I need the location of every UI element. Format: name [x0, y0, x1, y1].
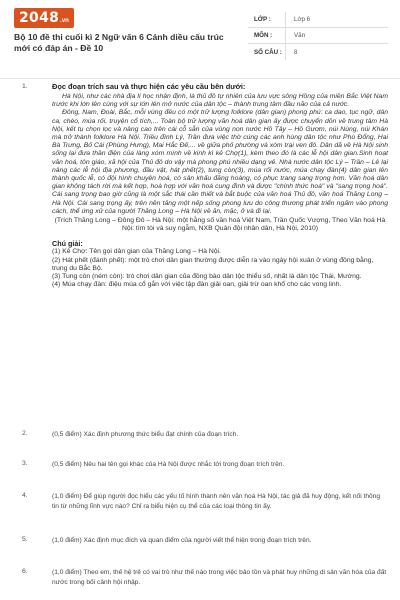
meta-value: Văn: [294, 32, 306, 39]
question-text: [52, 492, 388, 511]
logo-suffix: .vn: [60, 17, 69, 24]
question-number: 2.: [22, 430, 28, 437]
logo-text: 2048: [19, 10, 60, 26]
meta-label: SỐ CÂU :: [248, 44, 286, 60]
meta-row-class: [248, 12, 388, 28]
question-prompt: (1,0 điểm) Theo em, thế hệ trẻ có vai trò như thế nào trong việc bảo tồn và phát huy những di sản văn hóa của đất nước trong bối cảnh hội nhập.: [52, 569, 387, 586]
meta-row-subject: [248, 28, 388, 44]
note-item: (3) Tung còn (ném còn): trò chơi dân gian của đồng bào dân tộc thiểu số, nhất là dân tộc Thái, Mường.: [52, 273, 362, 281]
question-number: 4.: [22, 492, 28, 499]
question-title: Đọc đoạn trích sau và thực hiện các yêu cầu bên dưới:: [52, 82, 246, 91]
question-number: 3.: [22, 460, 28, 467]
passage-paragraph: Đông, Nam, Đoài, Bắc, mỗi vùng đều có một trữ lượng folklore (dân gian) phong phú: ca dao, tục ngữ, dân ca, chèo, múa rối, truyện cổ tích,... Toàn bộ trữ lượng văn hoá dân gian ấy được chuyển dồn về trung tâm Hà Nội, kết tụ chọn lọc và nâng cao trên cái cỗ sẵn của vùng non nước Hồ Tây – Hồ Gươm, núi Nùng, núi Khán mà trở thành folklore Hà Nội. Triều đình Lý, Trần đưa việc thờ cúng các anh hùng dân tộc như Phù Đổng, Hai Bà Trưng, Bố Cái (Phùng Hưng), Mai Hắc Đế,... về giữa phố phường và xóm trại ven đô. Dân dã về Hà Nội sinh sống lại đưa thần điện của làng xóm mình về kinh kì kẻ Chợ(1), kèm theo đó là các lễ hội dân gian.Sinh hoạt văn hoá, tôn giáo, xã hội của Thủ đô do vậy mà phong phú nhiều dạng vẻ. Nhà nước dân tộc Lý – Trần – Lê lại nâng các lễ hội địa phương, đầu vật, hát phết(2), tung còn(3), múa rối nước, múa chạy đàn(4) dân gian lên thành quốc lễ, có đội hình chuyên hoá, có sân khấu đăng hoàng, có phục trang sang trọng hơn. Văn hoá dân gian không tách rời mà kết hợp, hoà hợp với văn hoá cung đình và được "chính thức hoá" và "sang trọng hoá". Cái sang trọng bao giờ cũng là một sắc thái cần thiết và bắt buộc của văn hoá Thủ đô, văn hoá Thăng Long – Hà Nội. Cái sang trọng ấy, trên nền tảng một nếp sống phong lưu do công thương phát triển ngấm vào phong cách, thể ứng xử của người Thăng Long – Hà Nội về ăn, mặc, ở và đi lại.: [52, 109, 388, 215]
question-text: [52, 430, 388, 440]
passage-citation: (Trích Thăng Long – Đông Đô – Hà Nội: một hằng số văn hoá Việt Nam, Trần Quốc Vượng, Theo Văn hoá Hà Nội: tìm tòi và suy ngẫm, NXB Quân đội nhân dân, Hà Nội, 2010): [54, 217, 386, 233]
notes-title: Chú giải:: [52, 239, 83, 249]
question-body: [52, 82, 388, 289]
page-header: [0, 0, 400, 78]
meta-value: Lớp 6: [294, 16, 311, 23]
question-number: 5.: [22, 536, 28, 543]
note-item: (4) Múa chạy đàn: điệu múa cổ gắn với việc lập đàn giải oan, giải trừ oan khổ cho các vong linh.: [52, 281, 342, 289]
meta-row-question-count: [248, 44, 388, 60]
question-text: [52, 536, 388, 546]
question-prompt: (1,0 điểm) Xác định mục đích và quan điểm của người viết thể hiện trong đoạn trích trên.: [52, 537, 312, 544]
meta-value: 8: [294, 48, 298, 56]
note-item: (1) Kẻ Chợ: Tên gọi dân gian của Thăng Long – Hà Nội.: [52, 248, 221, 256]
question-text: [52, 460, 388, 470]
passage-paragraph: Hà Nội, như các nhà địa lí học nhận định, là thủ đô tự nhiên của lưu vực sông Hồng của miền Bắc Việt Nam trước khi lớn lên cùng với sự lớn lên mở nước của dân tộc – thành trung tâm đầu não của cả nước.: [52, 93, 388, 109]
question-number: 6.: [22, 568, 28, 575]
question-text: [52, 568, 388, 587]
question-number: 1.: [22, 83, 28, 90]
question-prompt: (0,5 điểm) Xác định phương thức biểu đạt chính của đoạn trích.: [52, 431, 239, 438]
document-title: Bộ 10 đề thi cuối kì 2 Ngữ văn 6 Cánh diều cấu trúc mới có đáp án - Đề 10: [14, 32, 224, 53]
header-divider: [0, 78, 400, 79]
question-prompt: (0,5 điểm) Nêu hai tên gọi khác của Hà Nội được nhắc tới trong đoạn trích trên.: [52, 461, 285, 468]
meta-label: MÔN :: [248, 28, 286, 43]
meta-label: LỚP :: [248, 12, 286, 27]
exam-meta-table: [248, 12, 388, 60]
question-prompt: (1,0 điểm) Để giúp người đọc hiểu các yếu tố hình thành nên văn hoá Hà Nội, tác giả đã huy động, kết nối thông tin từ những lĩnh vực nào? Chỉ ra biểu hiện cụ thể của các loại thông tin ấy.: [52, 493, 381, 510]
site-logo[interactable]: [14, 8, 74, 28]
note-item: (2) Hát phết (đánh phết): một trò chơi dân gian thường được diễn ra vào ngày hội xuân ở vùng đồng bằng, trung du Bắc Bộ.: [52, 256, 374, 272]
